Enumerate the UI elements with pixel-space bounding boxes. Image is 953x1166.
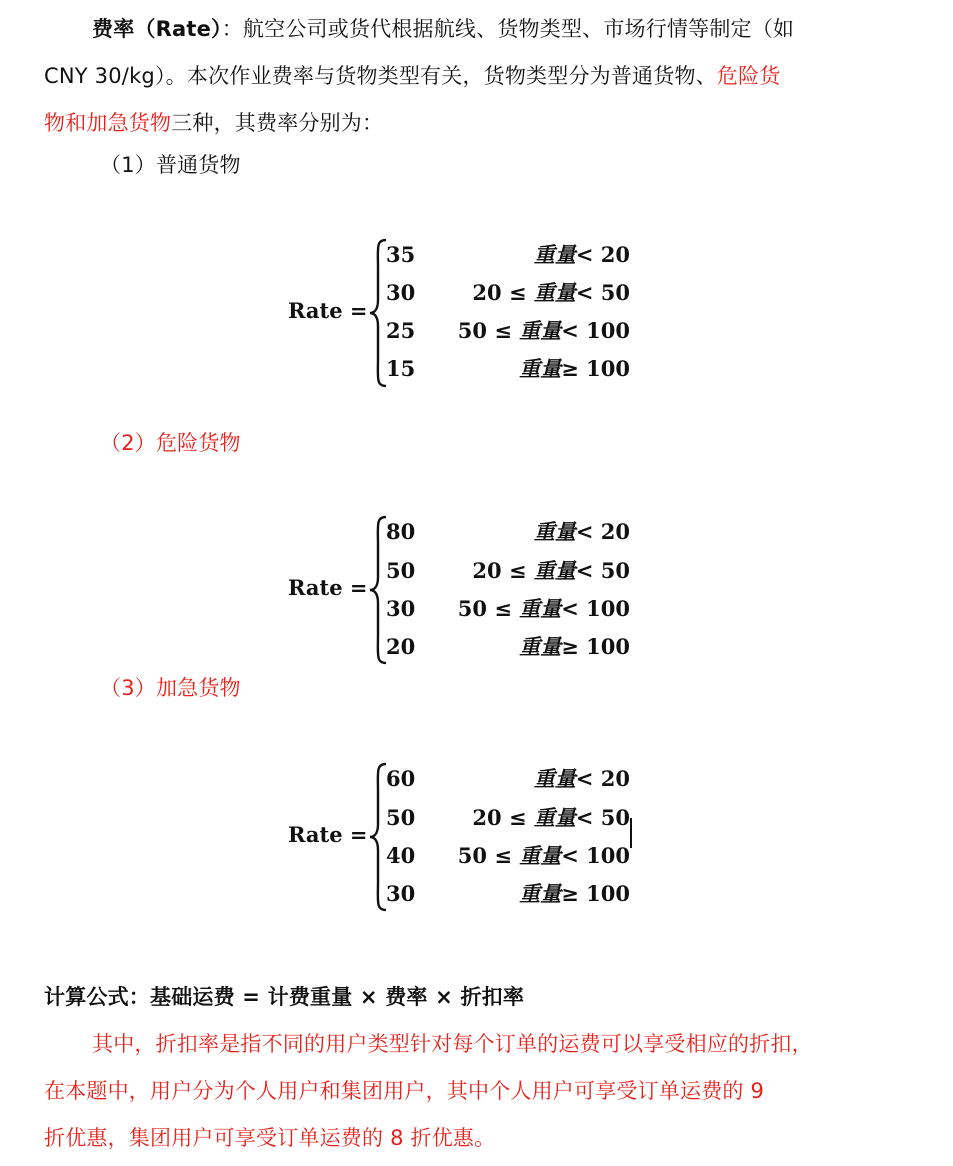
calculation-formula: 计算公式：基础运费 = 计费重量 × 费率 × 折扣率: [44, 985, 525, 1009]
weight-condition: [472, 278, 630, 308]
rate-value: 30: [386, 280, 416, 305]
rate-formula-normal: [284, 238, 644, 388]
cond-suffix: < 20: [575, 766, 630, 791]
category-label-dangerous: （2）危险货物: [100, 431, 241, 455]
rate-row: [386, 517, 630, 547]
formula-lhs: Rate =: [288, 822, 368, 847]
cond-prefix: 20 ≤: [472, 280, 534, 305]
weight-term: 重量: [533, 805, 576, 830]
rate-value: 50: [386, 558, 416, 583]
discount-line-2: 在本题中，用户分为个人用户和集团用户，其中个人用户可享受订单运费的 9: [44, 1079, 765, 1103]
cond-suffix: < 50: [575, 558, 630, 583]
rate-value: 15: [386, 356, 416, 381]
left-brace-icon: [368, 238, 388, 388]
rate-row: [386, 803, 630, 833]
rate-value: 20: [386, 634, 416, 659]
cond-suffix: ≥ 100: [561, 356, 630, 381]
intro-line-3: [44, 108, 383, 138]
weight-term: 重量: [519, 881, 562, 906]
rate-row: [386, 841, 630, 871]
cond-suffix: < 50: [575, 280, 630, 305]
cond-suffix: < 100: [561, 318, 630, 343]
weight-term: 重量: [519, 356, 562, 381]
weight-term: 重量: [519, 318, 562, 343]
text-cursor: [630, 818, 632, 848]
formula-lhs: Rate =: [288, 298, 368, 323]
cond-suffix: < 50: [575, 805, 630, 830]
weight-term: 重量: [533, 280, 576, 305]
rate-value: 35: [386, 242, 416, 267]
discount-line-3: 折优惠，集团用户可享受订单运费的 8 折优惠。: [44, 1126, 496, 1150]
weight-term: 重量: [533, 242, 576, 267]
weight-term: 重量: [519, 843, 562, 868]
weight-condition: [519, 632, 630, 662]
weight-term: 重量: [519, 596, 562, 621]
weight-condition: [534, 517, 630, 547]
rate-row: [386, 316, 630, 346]
cond-suffix: < 20: [575, 242, 630, 267]
weight-condition: [472, 803, 630, 833]
intro-text-2: CNY 30/kg）。本次作业费率与货物类型有关，货物类型分为普通货物、: [44, 64, 717, 88]
discount-line-1: 其中，折扣率是指不同的用户类型针对每个订单的运费可以享受相应的折扣，: [92, 1032, 813, 1056]
weight-condition: [458, 841, 630, 871]
weight-term: 重量: [533, 519, 576, 544]
rate-value: 25: [386, 318, 416, 343]
rate-row: [386, 556, 630, 586]
cond-prefix: 50 ≤: [457, 596, 520, 621]
cond-suffix: < 20: [575, 519, 630, 544]
rate-row: [386, 278, 630, 308]
weight-condition: [534, 764, 630, 794]
weight-condition: [519, 354, 630, 384]
cond-suffix: ≥ 100: [561, 881, 630, 906]
rate-value: 60: [386, 766, 416, 791]
cond-prefix: 50 ≤: [457, 843, 520, 868]
formula-lhs: Rate =: [288, 575, 368, 600]
rate-row: [386, 632, 630, 662]
rate-value: 40: [386, 843, 416, 868]
intro-highlight-2: 物和加急货物: [44, 111, 172, 135]
weight-term: 重量: [533, 766, 576, 791]
rate-row: [386, 594, 630, 624]
cond-suffix: < 100: [561, 843, 630, 868]
cond-suffix: < 100: [561, 596, 630, 621]
weight-term: 重量: [519, 634, 562, 659]
rate-formula-urgent: [284, 762, 644, 912]
rate-formula-dangerous: [284, 515, 644, 665]
weight-condition: [519, 879, 630, 909]
intro-line-1: [92, 14, 794, 44]
rate-row: [386, 354, 630, 384]
intro-line-2: [44, 61, 780, 91]
left-brace-icon: [368, 515, 388, 665]
rate-value: 30: [386, 596, 416, 621]
intro-text-3: 三种，其费率分别为：: [171, 111, 384, 135]
rate-row: [386, 764, 630, 794]
weight-condition: [458, 316, 630, 346]
rate-row: [386, 240, 630, 270]
rate-value: 30: [386, 881, 416, 906]
category-label-urgent: （3）加急货物: [100, 676, 241, 700]
category-label-normal: （1）普通货物: [100, 153, 241, 177]
cond-prefix: 20 ≤: [472, 805, 534, 830]
rate-term: 费率（Rate）: [92, 17, 222, 41]
left-brace-icon: [368, 762, 388, 912]
weight-condition: [458, 594, 630, 624]
weight-term: 重量: [533, 558, 576, 583]
cond-suffix: ≥ 100: [561, 634, 630, 659]
rate-row: [386, 879, 630, 909]
intro-text-1: ：航空公司或货代根据航线、货物类型、市场行情等制定（如: [221, 17, 795, 41]
weight-condition: [472, 556, 630, 586]
cond-prefix: 50 ≤: [457, 318, 520, 343]
intro-highlight-1: 危险货: [716, 64, 781, 88]
cond-prefix: 20 ≤: [472, 558, 534, 583]
rate-value: 80: [386, 519, 416, 544]
weight-condition: [534, 240, 630, 270]
rate-value: 50: [386, 805, 416, 830]
